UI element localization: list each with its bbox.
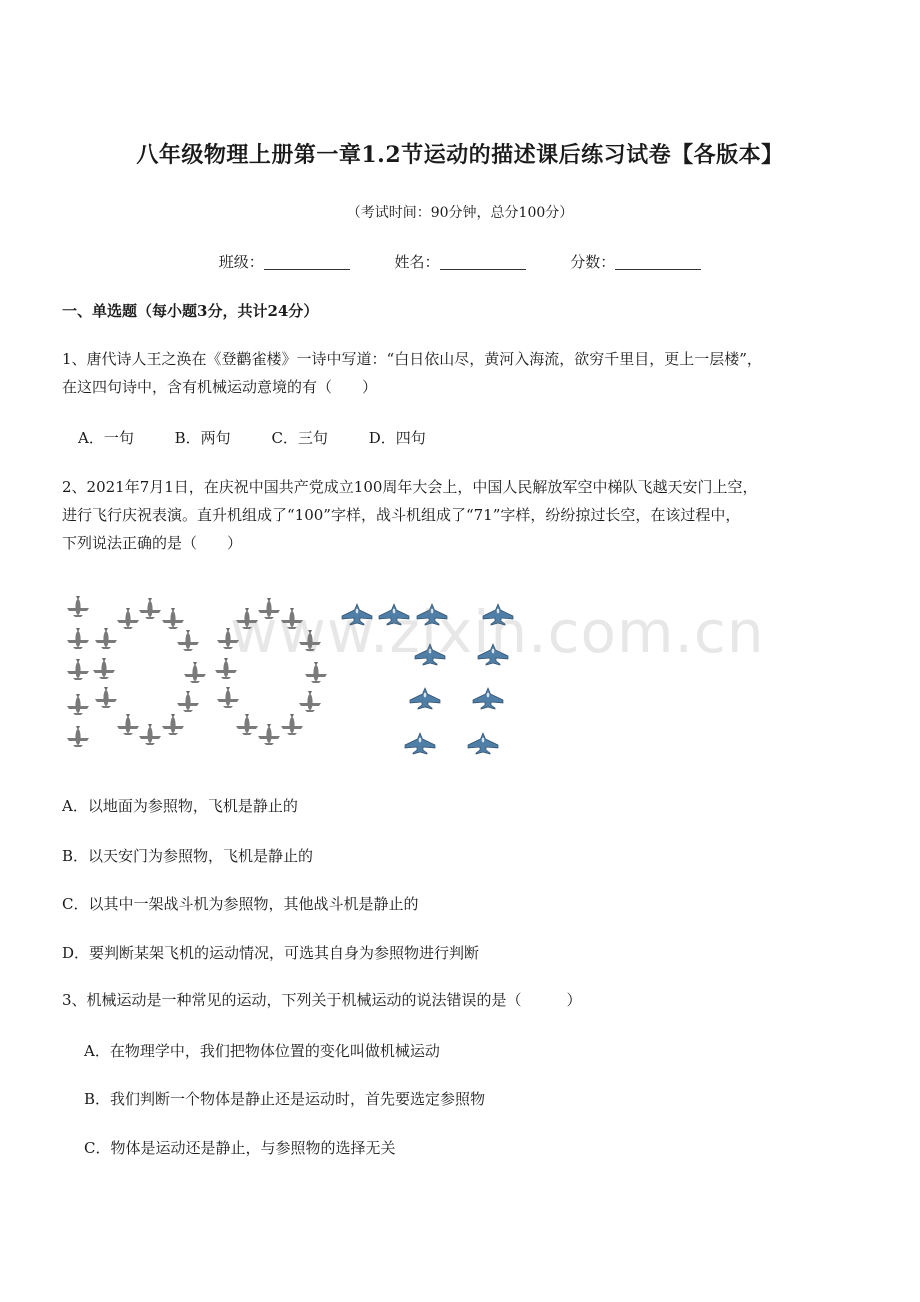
score-blank[interactable] bbox=[615, 254, 701, 270]
exam-subtitle: （考试时间：90分钟，总分100分） bbox=[346, 205, 574, 221]
q3-option-b[interactable]: B．我们判断一个物体是静止还是运动时，首先要选定参照物 bbox=[84, 1090, 486, 1108]
question-1-line-2: 在这四句诗中，含有机械运动意境的有（ ） bbox=[62, 378, 378, 396]
page-title: 八年级物理上册第一章1.2节运动的描述课后练习试卷【各版本】 bbox=[136, 142, 784, 168]
name-blank[interactable] bbox=[440, 254, 526, 270]
class-label: 班级： bbox=[218, 253, 264, 271]
class-blank[interactable] bbox=[264, 254, 350, 270]
question-1 bbox=[62, 345, 872, 401]
watermark: www.zixin.com.cn bbox=[230, 598, 765, 666]
name-label: 姓名： bbox=[394, 253, 440, 271]
question-2 bbox=[62, 473, 872, 557]
q1-option-c[interactable]: C．三句 bbox=[271, 429, 328, 447]
class-field bbox=[219, 251, 350, 272]
q3-option-a[interactable]: A．在物理学中，我们把物体位置的变化叫做机械运动 bbox=[84, 1042, 440, 1060]
question-3 bbox=[62, 986, 872, 1014]
q3-option-c[interactable]: C．物体是运动还是静止，与参照物的选择无关 bbox=[84, 1139, 396, 1157]
q2-option-b[interactable]: B．以天安门为参照物，飞机是静止的 bbox=[62, 847, 314, 865]
section-heading: 一、单选题（每小题3分，共计24分） bbox=[62, 302, 319, 320]
q2-option-a[interactable]: A．以地面为参照物，飞机是静止的 bbox=[62, 797, 298, 815]
q1-option-a[interactable]: A．一句 bbox=[78, 429, 134, 447]
q1-option-b[interactable]: B．两句 bbox=[174, 429, 231, 447]
question-3-line-1: 3、机械运动是一种常见的运动，下列关于机械运动的说法错误的是（ ） bbox=[62, 991, 582, 1009]
q2-option-c[interactable]: C．以其中一架战斗机为参照物，其他战斗机是静止的 bbox=[62, 895, 419, 913]
helicopter-formation-100 bbox=[67, 596, 327, 747]
formation-figure bbox=[60, 585, 700, 760]
score-field bbox=[570, 251, 701, 272]
question-1-options bbox=[78, 427, 462, 448]
question-2-line-3: 下列说法正确的是（ ） bbox=[62, 534, 243, 552]
question-1-line-1: 1、唐代诗人王之涣在《登鹳雀楼》一诗中写道：“白日依山尽，黄河入海流，欲穷千里目，更上一层楼”， bbox=[62, 350, 762, 368]
fighter-formation-71 bbox=[342, 604, 513, 754]
question-2-line-1: 2、2021年7月1日，在庆祝中国共产党成立100周年大会上，中国人民解放军空中梯队飞越天安门上空， bbox=[62, 478, 758, 496]
q2-option-d[interactable]: D．要判断某架飞机的运动情况，可选其自身为参照物进行判断 bbox=[62, 944, 480, 962]
question-2-line-2: 进行飞行庆祝表演。直升机组成了“100”字样，战斗机组成了“71”字样，纷纷掠过长空，在该过程中， bbox=[62, 506, 741, 524]
student-info-line bbox=[0, 251, 920, 272]
name-field bbox=[394, 251, 525, 272]
q1-option-d[interactable]: D．四句 bbox=[368, 429, 426, 447]
score-label: 分数： bbox=[570, 253, 616, 271]
